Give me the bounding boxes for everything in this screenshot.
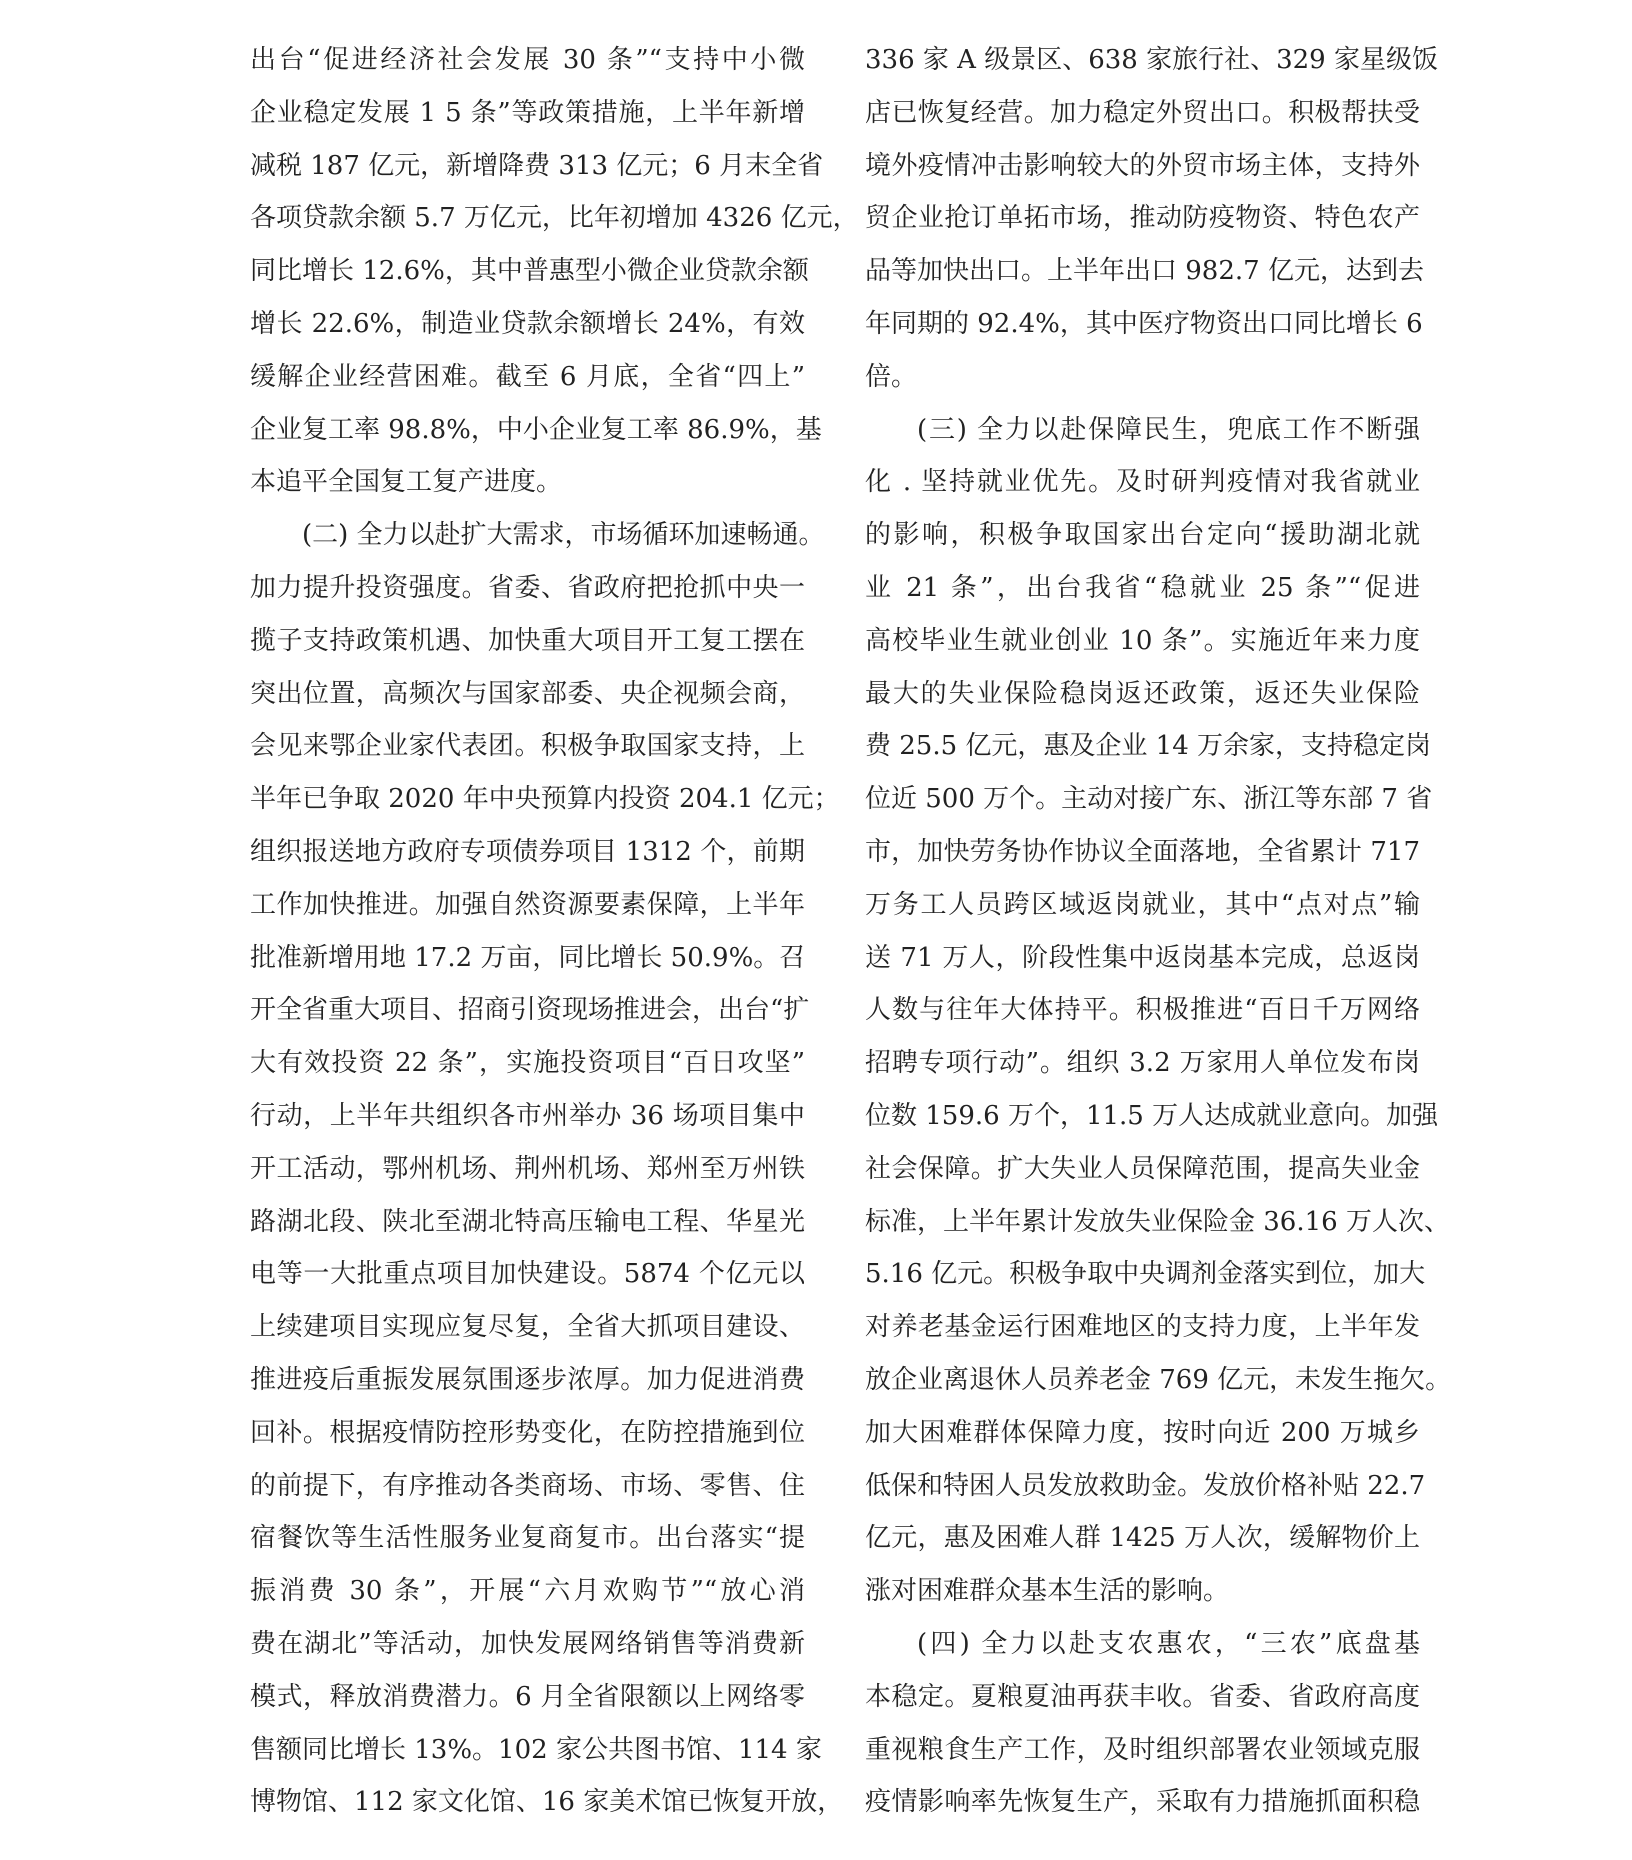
text-line: 开工活动，鄂州机场、荆州机场、郑州至万州铁 xyxy=(250,1153,805,1184)
text-line: 最大的失业保险稳岗返还政策，返还失业保险 xyxy=(865,678,1420,709)
text-line: 低保和特困人员发放救助金。发放价格补贴 22.7 xyxy=(865,1470,1426,1501)
text-line: 企业稳定发展 1 5 条”等政策措施，上半年新增 xyxy=(250,97,805,128)
text-line: 招聘专项行动”。组织 3.2 万家用人单位发布岗 xyxy=(865,1048,1420,1079)
text-line: 电等一大批重点项目加快建设。5874 个亿元以 xyxy=(250,1259,805,1290)
text-line: 减税 187 亿元，新增降费 313 亿元；6 月末全省 xyxy=(250,150,824,181)
text-line: 加大困难群体保障力度，按时向近 200 万城乡 xyxy=(865,1417,1420,1448)
text-line: 推进疫后重振发展氛围逐步浓厚。加力促进消费 xyxy=(250,1364,805,1395)
text-line: 批准新增用地 17.2 万亩，同比增长 50.9%。召 xyxy=(250,942,806,973)
text-line: 路湖北段、陕北至湖北特高压输电工程、华星光 xyxy=(250,1206,805,1237)
text-line: 位数 159.6 万个，11.5 万人达成就业意向。加强 xyxy=(865,1100,1439,1131)
right-text-column xyxy=(865,34,1452,1829)
text-line: 行动，上半年共组织各市州举办 36 场项目集中 xyxy=(250,1100,805,1131)
text-line: 揽子支持政策机遇、加快重大项目开工复工摆在 xyxy=(250,625,805,656)
text-line: 振消费 30 条”，开展“六月欢购节”“放心消 xyxy=(250,1576,805,1607)
text-line: 市，加快劳务协作协议全面落地，全省累计 717 xyxy=(865,836,1420,867)
text-line: 各项贷款余额 5.7 万亿元，比年初增加 4326 亿元， xyxy=(250,203,859,234)
text-line: 的前提下，有序推动各类商场、市场、零售、住 xyxy=(250,1470,805,1501)
section-heading-line: (四) 全力以赴支农惠农，“三农”底盘基 xyxy=(917,1628,1420,1659)
text-line: 336 家 A 级景区、638 家旅行社、329 家星级饭 xyxy=(865,45,1438,75)
text-line: 标准，上半年累计发放失业保险金 36.16 万人次、 xyxy=(865,1206,1450,1237)
text-line: 重视粮食生产工作，及时组织部署农业领域克服 xyxy=(865,1734,1420,1765)
text-line: 年同期的 92.4%，其中医疗物资出口同比增长 6 xyxy=(865,308,1423,339)
text-line: 半年已争取 2020 年中央预算内投资 204.1 亿元； xyxy=(250,784,840,815)
text-line: 亿元，惠及困难人群 1425 万人次，缓解物价上 xyxy=(865,1523,1420,1554)
text-line: 的影响，积极争取国家出台定向“援助湖北就 xyxy=(865,520,1420,551)
paragraph-end-line: 本追平全国复工复产进度。 xyxy=(250,467,563,498)
text-line: 高校毕业生就业创业 10 条”。实施近年来力度 xyxy=(865,625,1420,656)
left-text-column xyxy=(250,34,859,1829)
text-line: 品等加快出口。上半年出口 982.7 亿元，达到去 xyxy=(865,256,1424,287)
section-heading-line: (三) 全力以赴保障民生，兜底工作不断强 xyxy=(917,414,1420,445)
text-line: 境外疫情冲击影响较大的外贸市场主体，支持外 xyxy=(865,150,1420,181)
text-line: 化 . 坚持就业优先。及时研判疫情对我省就业 xyxy=(865,467,1420,498)
text-line: 位近 500 万个。主动对接广东、浙江等东部 7 省 xyxy=(865,784,1433,815)
text-line: 疫情影响率先恢复生产，采取有力措施抓面积稳 xyxy=(865,1787,1420,1818)
text-line: 费在湖北”等活动，加快发展网络销售等消费新 xyxy=(250,1628,805,1659)
paragraph-end-line: 涨对困难群众基本生活的影响。 xyxy=(865,1576,1230,1607)
text-line: 5.16 亿元。积极争取中央调剂金落实到位，加大 xyxy=(865,1259,1426,1290)
text-line: 同比增长 12.6%，其中普惠型小微企业贷款余额 xyxy=(250,256,809,287)
text-line: 大有效投资 22 条”，实施投资项目“百日攻坚” xyxy=(250,1048,805,1079)
paragraph-end-line: 倍。 xyxy=(865,361,918,392)
text-line: 组织报送地方政府专项债券项目 1312 个，前期 xyxy=(250,836,805,867)
text-line: 模式，释放消费潜力。6 月全省限额以上网络零 xyxy=(250,1681,805,1712)
text-line: 万务工人员跨区域返岗就业，其中“点对点”输 xyxy=(865,889,1420,920)
section-heading-line: (二) 全力以赴扩大需求，市场循环加速畅通。 xyxy=(302,520,825,551)
text-line: 增长 22.6%，制造业贷款余额增长 24%，有效 xyxy=(250,308,805,339)
text-line: 费 25.5 亿元，惠及企业 14 万余家，支持稳定岗 xyxy=(865,731,1432,762)
text-line: 加力提升投资强度。省委、省政府把抢抓中央一 xyxy=(250,572,805,603)
text-line: 对养老基金运行困难地区的支持力度，上半年发 xyxy=(865,1312,1420,1343)
text-line: 放企业离退休人员养老金 769 亿元，未发生拖欠。 xyxy=(865,1364,1452,1395)
text-line: 工作加快推进。加强自然资源要素保障，上半年 xyxy=(250,889,805,920)
text-line: 人数与往年大体持平。积极推进“百日千万网络 xyxy=(865,995,1420,1026)
text-line: 回补。根据疫情防控形势变化，在防控措施到位 xyxy=(250,1417,805,1448)
text-line: 宿餐饮等生活性服务业复商复市。出台落实“提 xyxy=(250,1523,805,1554)
text-line: 本稳定。夏粮夏油再获丰收。省委、省政府高度 xyxy=(865,1681,1420,1712)
text-line: 贸企业抢订单拓市场，推动防疫物资、特色农产 xyxy=(865,203,1420,234)
text-line: 会见来鄂企业家代表团。积极争取国家支持，上 xyxy=(250,731,805,762)
text-line: 突出位置，高频次与国家部委、央企视频会商， xyxy=(250,678,805,709)
text-line: 开全省重大项目、招商引资现场推进会，出台“扩 xyxy=(250,995,810,1026)
text-line: 博物馆、112 家文化馆、16 家美术馆已恢复开放， xyxy=(250,1787,844,1818)
text-line: 出台“促进经济社会发展 30 条”“支持中小微 xyxy=(250,45,805,75)
text-line: 企业复工率 98.8%，中小企业复工率 86.9%，基 xyxy=(250,414,822,445)
text-line: 社会保障。扩大失业人员保障范围，提高失业金 xyxy=(865,1153,1420,1184)
text-line: 缓解企业经营困难。截至 6 月底，全省“四上” xyxy=(250,361,805,392)
text-line: 业 21 条”，出台我省“稳就业 25 条”“促进 xyxy=(865,572,1420,603)
text-line: 售额同比增长 13%。102 家公共图书馆、114 家 xyxy=(250,1734,822,1765)
text-line: 店已恢复经营。加力稳定外贸出口。积极帮扶受 xyxy=(865,97,1420,128)
text-line: 上续建项目实现应复尽复，全省大抓项目建设、 xyxy=(250,1312,805,1343)
text-line: 送 71 万人，阶段性集中返岗基本完成，总返岗 xyxy=(865,942,1420,973)
